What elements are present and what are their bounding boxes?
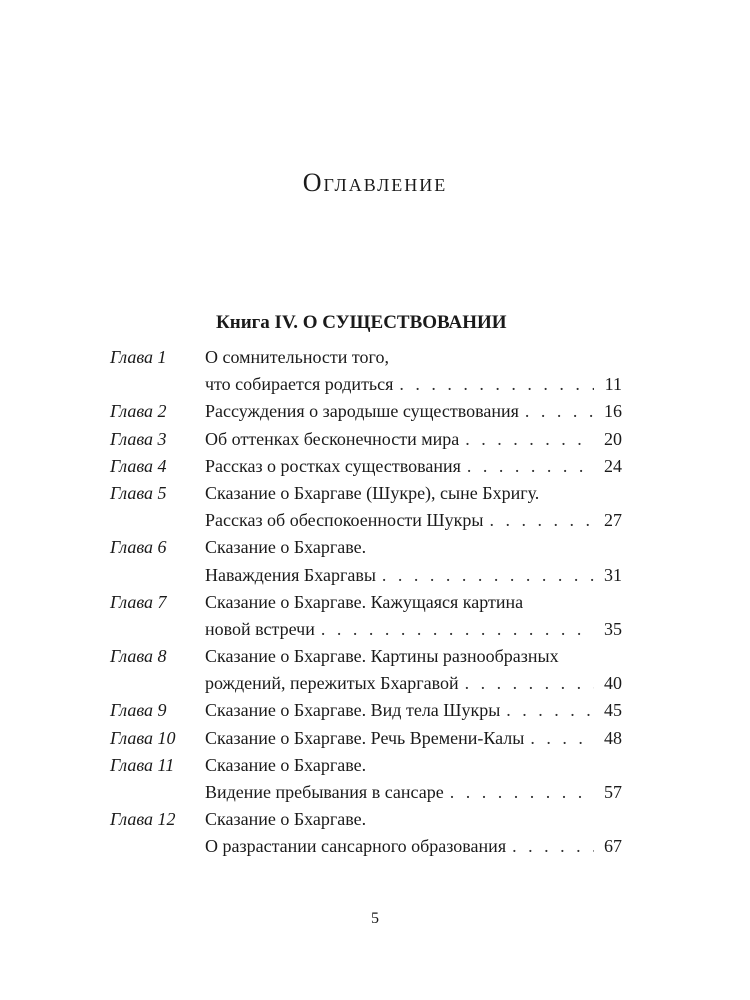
chapter-label: Глава 5 xyxy=(110,482,167,503)
toc-entry-4[interactable] xyxy=(110,453,622,480)
toc-entry-11[interactable] xyxy=(110,752,622,806)
toc-entry-5[interactable] xyxy=(110,480,622,534)
toc-entry-10[interactable] xyxy=(110,725,622,752)
toc-entry-7[interactable] xyxy=(110,589,622,643)
chapter-label: Глава 1 xyxy=(110,347,167,367)
chapter-page-number: 67 xyxy=(604,836,622,857)
page-number: 5 xyxy=(371,910,379,927)
dot-leader xyxy=(315,616,594,643)
dot-leader xyxy=(483,507,594,534)
page-title: Оглавление xyxy=(302,168,448,197)
toc-entry-6[interactable] xyxy=(110,534,622,588)
chapter-label: Глава 6 xyxy=(110,537,167,558)
toc-entry-8[interactable] xyxy=(110,643,622,697)
dot-leader xyxy=(461,453,594,480)
toc-entry-2[interactable] xyxy=(110,398,622,425)
toc-entry-12[interactable] xyxy=(110,806,622,860)
chapter-title-line: Сказание о Бхаргаве. Речь Времени-Калы xyxy=(205,727,525,748)
chapter-title-line: Сказание о Бхаргаве. xyxy=(205,809,367,830)
dot-leader xyxy=(524,725,594,752)
dot-leader xyxy=(519,398,594,425)
chapter-title-line: Рассуждения о зародыше существования xyxy=(205,401,519,422)
chapter-title-line: новой встречи xyxy=(205,618,315,639)
chapter-title-line: рождений, пережитых Бхаргавой xyxy=(205,673,459,694)
dot-leader xyxy=(459,670,594,697)
chapter-title-line: Об оттенках бесконечности мира xyxy=(205,428,460,449)
chapter-page-number: 40 xyxy=(604,673,622,694)
chapter-label: Глава 11 xyxy=(110,754,175,775)
dot-leader xyxy=(444,779,594,806)
chapter-page-number: 48 xyxy=(604,727,622,748)
chapter-page-number: 16 xyxy=(604,401,622,422)
chapter-title-line: Сказание о Бхаргаве. xyxy=(205,754,367,775)
chapter-page-number: 20 xyxy=(604,428,622,449)
chapter-title-line: Рассказ об обеспокоенности Шукры xyxy=(205,510,484,531)
chapter-label: Глава 4 xyxy=(110,455,167,476)
chapter-title-line: Сказание о Бхаргаве. Вид тела Шукры xyxy=(205,700,501,721)
chapter-title-line: Сказание о Бхаргаве. Кажущаяся картина xyxy=(205,591,524,612)
chapter-label: Глава 7 xyxy=(110,591,167,612)
toc-entry-9[interactable] xyxy=(110,697,622,724)
dot-leader xyxy=(376,562,594,589)
book-heading: Книга IV. О СУЩЕСТВОВАНИИ xyxy=(216,312,507,333)
chapter-title-line: Наваждения Бхаргавы xyxy=(205,564,376,585)
toc-entry-3[interactable] xyxy=(110,426,622,453)
dot-leader xyxy=(506,833,594,860)
chapter-title-line: О разрастании сансарного образования xyxy=(205,836,507,857)
table-of-contents xyxy=(110,344,622,861)
chapter-page-number: 35 xyxy=(604,618,622,639)
chapter-title-line: Сказание о Бхаргаве. xyxy=(205,537,367,558)
chapter-page-number: 11 xyxy=(604,374,622,395)
chapter-label: Глава 9 xyxy=(110,700,167,721)
chapter-page-number: 57 xyxy=(604,782,622,803)
chapter-label: Глава 8 xyxy=(110,646,167,667)
dot-leader xyxy=(459,426,594,453)
dot-leader xyxy=(500,697,594,724)
chapter-title-line: Рассказ о ростках существования xyxy=(205,455,461,476)
chapter-title-line: Сказание о Бхаргаве (Шукре), сыне Бхригу. xyxy=(205,482,540,503)
chapter-page-number: 45 xyxy=(604,700,622,721)
chapter-title-line: что собирается родиться xyxy=(205,374,394,395)
chapter-title-line: Сказание о Бхаргаве. Картины разнообразных xyxy=(205,646,559,667)
chapter-title-line: О сомнительности того, xyxy=(205,347,389,367)
dot-leader xyxy=(393,371,594,398)
chapter-page-number: 27 xyxy=(604,510,622,531)
chapter-label: Глава 3 xyxy=(110,428,167,449)
chapter-page-number: 24 xyxy=(604,455,622,476)
chapter-title-line: Видение пребывания в сансаре xyxy=(205,782,444,803)
chapter-label: Глава 2 xyxy=(110,401,167,422)
chapter-label: Глава 12 xyxy=(110,809,176,830)
chapter-page-number: 31 xyxy=(604,564,622,585)
chapter-label: Глава 10 xyxy=(110,727,176,748)
toc-entry-1[interactable] xyxy=(110,344,622,398)
